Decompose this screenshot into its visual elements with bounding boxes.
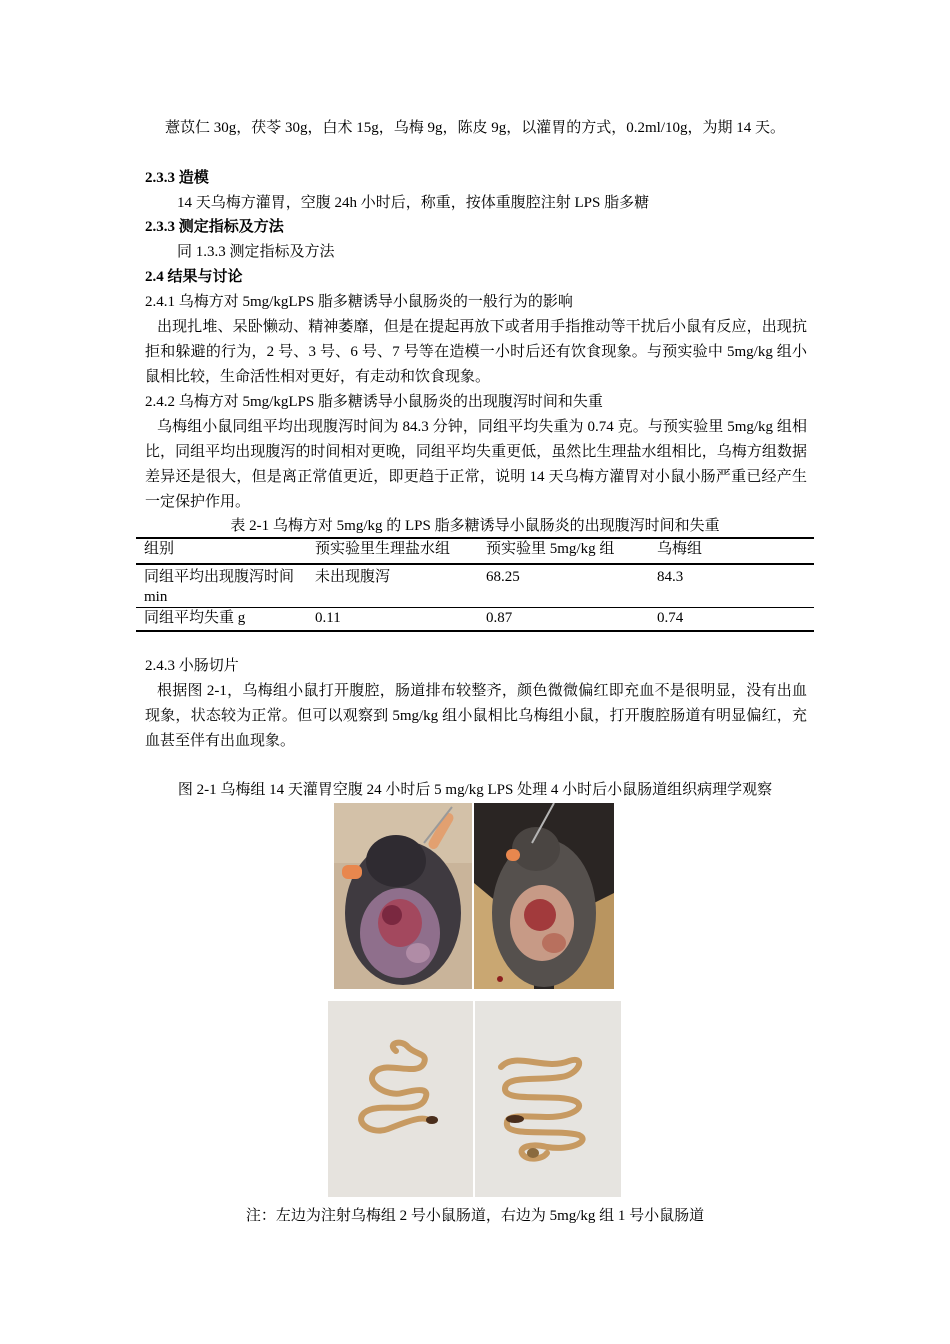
mouse-dissection-photo-5mgkg (474, 803, 614, 989)
intestine-photo-5mgkg (475, 1001, 621, 1197)
heading-2-4-1: 2.4.1 乌梅方对 5mg/kgLPS 脂多糖诱导小鼠肠炎的一般行为的影响 (145, 294, 573, 310)
table-caption: 表 2-1 乌梅方对 5mg/kg 的 LPS 脂多糖诱导小鼠肠炎的出现腹泻时间和失重 (230, 518, 720, 534)
mouse-dissection-photo-wumei (334, 803, 472, 989)
figure-caption: 图 2-1 乌梅组 14 天灌胃空腹 24 小时后 5 mg/kg LPS 处理 4 小时后小鼠肠道组织病理学观察 (177, 782, 773, 798)
table-header-cell: 乌梅组 (649, 538, 814, 564)
paragraph-2-4-3: 根据图 2-1，乌梅组小鼠打开腹腔，肠道排布较整齐，颜色微微偏红即充血不是很明显，没有出血现象，状态较为正常。但可以观察到 5mg/kg 组小鼠相比乌梅组小鼠，打开腹腔肠道有明显偏红，充血甚至伴有出血现象。 (145, 683, 807, 749)
table-cell: 0.87 (478, 608, 649, 632)
paragraph-2-4-1: 出现扎堆、呆卧懒动、精神萎靡，但是在提起再放下或者用手指推动等干扰后小鼠有反应，出现抗拒和躲避的行为，2 号、3 号、6 号、7 号等在造模一小时后还有饮食现象。与预实验中 5mg/kg 组小鼠相比较，生命活性相对更好，有走动和饮食现象。 (145, 319, 807, 385)
heading-2-4-results: 2.4 结果与讨论 (145, 269, 243, 285)
table-cell: 68.25 (486, 569, 520, 585)
intestine-photo-wumei (328, 1001, 473, 1197)
paragraph-2-4-2: 乌梅组小鼠同组平均出现腹泻时间为 84.3 分钟，同组平均失重为 0.74 克。与预实验里 5mg/kg 组相比，同组平均出现腹泻的时间相对更晚，同组平均失重更低，虽然比生理盐水组相比，乌梅方组数据差异还是很大，但是离正常值更近，即更趋于正常，说明 14 天乌梅方灌胃对小鼠小肠严重已经产生一定保护作用。 (145, 419, 807, 510)
heading-2-3-3-methods: 2.3.3 测定指标及方法 (145, 219, 284, 235)
table-cell: 84.3 (657, 569, 684, 585)
heading-2-4-3: 2.4.3 小肠切片 (145, 658, 239, 674)
table-cell: 同组平均失重 g (136, 608, 307, 632)
text-modeling: 14 天乌梅方灌胃，空腹 24h 小时后，称重，按体重腹腔注射 LPS 脂多糖 (177, 195, 650, 211)
table-row (136, 564, 814, 608)
text-methods: 同 1.3.3 测定指标及方法 (177, 244, 335, 260)
table-header-cell: 预实验里生理盐水组 (307, 538, 478, 564)
table-cell: 0.11 (307, 608, 478, 632)
heading-2-4-2: 2.4.2 乌梅方对 5mg/kgLPS 脂多糖诱导小鼠肠炎的出现腹泻时间和失重 (145, 394, 603, 410)
table-cell: 未出现腹泻 (315, 569, 391, 585)
data-table (136, 537, 814, 632)
table-cell: 0.74 (649, 608, 814, 632)
table-header-row (136, 538, 814, 564)
table-header-cell: 预实验里 5mg/kg 组 (478, 538, 649, 564)
heading-2-3-3-modeling: 2.3.3 造模 (145, 170, 209, 186)
figure-note: 注：左边为注射乌梅组 2 号小鼠肠道，右边为 5mg/kg 组 1 号小鼠肠道 (245, 1208, 705, 1224)
table-row (136, 608, 814, 632)
table-cell: 同组平均出现腹泻时间 min (144, 569, 295, 605)
table-header-cell: 组别 (136, 538, 307, 564)
paragraph-intro: 薏苡仁 30g，茯苓 30g，白术 15g，乌梅 9g，陈皮 9g，以灌胃的方式，0.2ml/10g，为期 14 天。 (165, 120, 786, 136)
